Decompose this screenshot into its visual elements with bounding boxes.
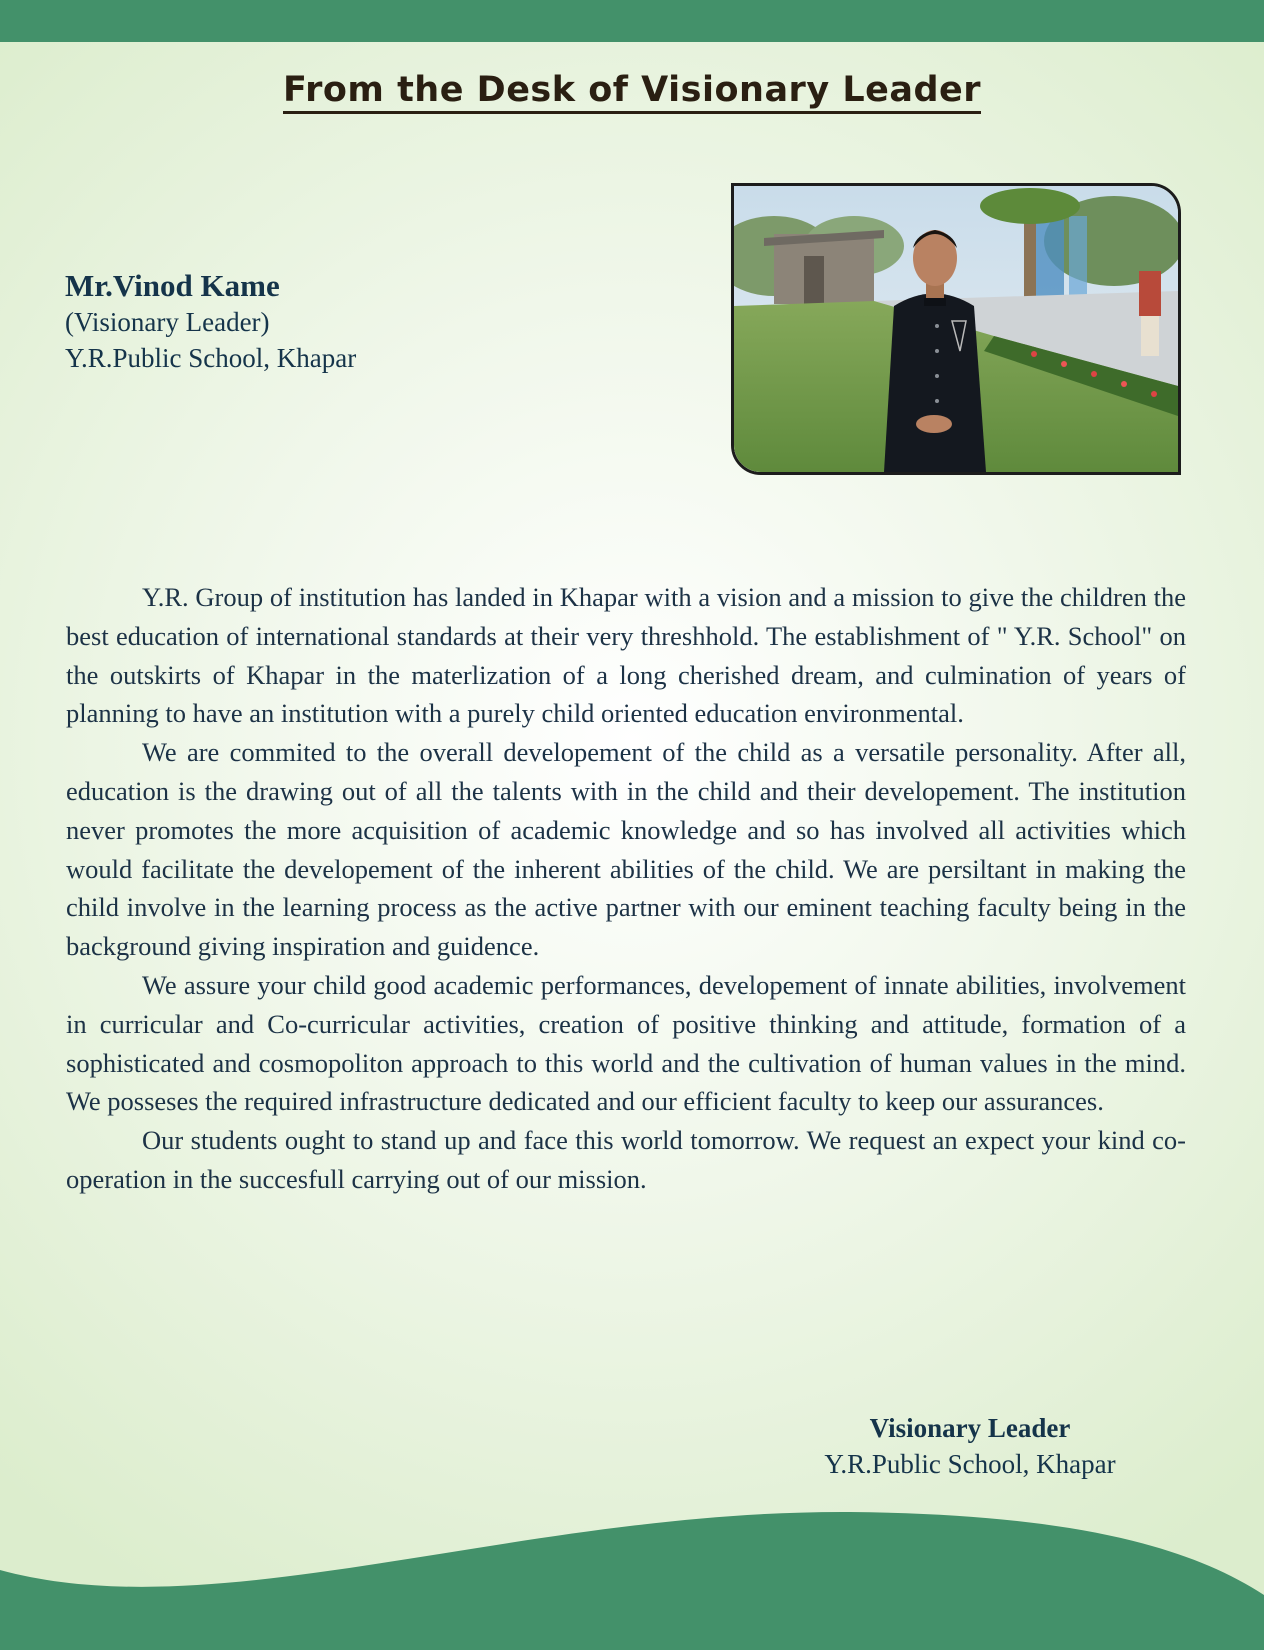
message-body bbox=[66, 578, 1186, 1199]
message-paragraph: Y.R. Group of institution has landed in Khapar with a vision and a mission to give the children the best education of international standards at their very threshhold. The establishment of " Y.R. School" on the outskirts of Khapar in the materlization of a long cherished dream, and culmination of years of planning to have an institution with a purely child oriented education environmental. bbox=[66, 582, 1186, 729]
top-green-band bbox=[0, 0, 1264, 42]
signoff-title: Visionary Leader bbox=[869, 1413, 1071, 1443]
leader-info bbox=[65, 268, 356, 376]
page-title bbox=[0, 70, 1264, 110]
signoff-school: Y.R.Public School, Khapar bbox=[824, 1449, 1116, 1479]
leader-portrait-photo bbox=[731, 183, 1181, 475]
bottom-green-wave bbox=[0, 1500, 1264, 1650]
leader-name: Mr.Vinod Kame bbox=[65, 268, 280, 303]
portrait-image bbox=[734, 186, 1178, 472]
leader-role: (Visionary Leader) bbox=[65, 307, 270, 337]
message-paragraph: We assure your child good academic performances, developement of innate abilities, involvement in curricular and Co-curricular activities, creation of positive thinking and attitude, formation of a sophisticated and cosmopoliton approach to this world and the cultivation of human values in the mind. We posseses the required infrastructure dedicated and our efficient faculty to keep our assurances. bbox=[66, 969, 1186, 1117]
page-title-text: From the Desk of Visionary Leader bbox=[283, 70, 981, 114]
message-paragraph: We are commited to the overall developement of the child as a versatile personality. After all, education is the drawing out of all the talents with in the child and their developement. The institution never promotes the more acquisition of academic knowledge and so has involved all activities which would facilitate the developement of the inherent abilities of the child. We are persiltant in making the child involve in the learning process as the active partner with our eminent teaching faculty being in the background giving inspiration and guidence. bbox=[66, 737, 1186, 962]
signoff bbox=[770, 1410, 1170, 1482]
leader-school: Y.R.Public School, Khapar bbox=[65, 343, 357, 373]
message-paragraph: Our students ought to stand up and face this world tomorrow. We request an expect your kind co-operation in the succesfull carrying out of our mission. bbox=[66, 1125, 1186, 1194]
